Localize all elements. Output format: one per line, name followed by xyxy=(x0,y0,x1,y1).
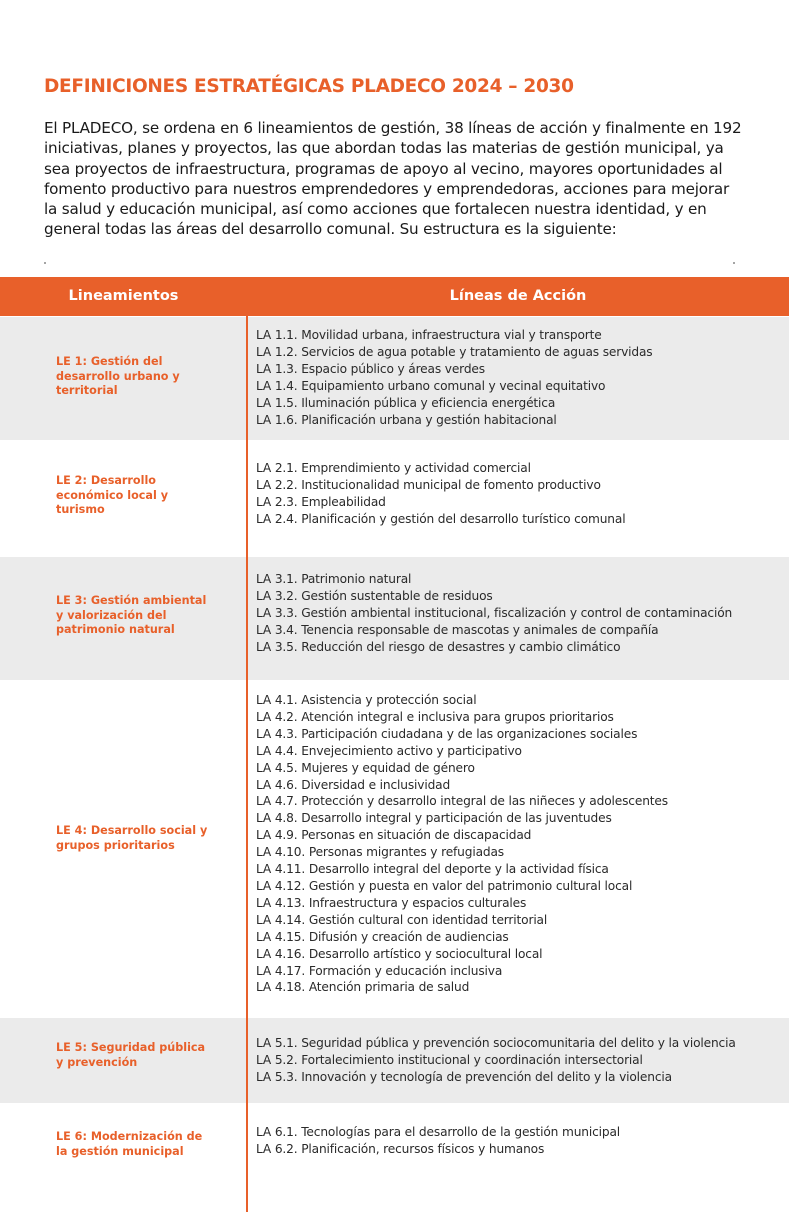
table-row-le4 xyxy=(0,680,789,1018)
list-item: LA 3.4. Tenencia responsable de mascotas y animales de compañía xyxy=(256,622,659,637)
list-item: LA 4.11. Desarrollo integral del deporte y la actividad física xyxy=(256,862,609,877)
table-row-le3 xyxy=(0,557,789,680)
list-item: LA 4.12. Gestión y puesta en valor del patrimonio cultural local xyxy=(256,878,633,893)
table-row-le6 xyxy=(0,1103,789,1212)
divider-dot-right xyxy=(733,262,735,264)
lineas-list xyxy=(256,1124,620,1158)
divider-dot-left xyxy=(44,262,46,264)
table-row-le5 xyxy=(0,1018,789,1103)
list-item: LA 4.3. Participación ciudadana y de las organizaciones sociales xyxy=(256,726,638,741)
list-item: LA 4.4. Envejecimiento activo y participativo xyxy=(256,743,522,758)
page-title: DEFINICIONES ESTRATÉGICAS PLADECO 2024 – 2030 xyxy=(44,76,574,97)
list-item: LA 4.16. Desarrollo artístico y sociocultural local xyxy=(256,946,543,961)
list-item: LA 5.3. Innovación y tecnología de prevención del delito y la violencia xyxy=(256,1069,672,1084)
list-item: LA 1.2. Servicios de agua potable y tratamiento de aguas servidas xyxy=(256,344,653,359)
list-item: LA 1.1. Movilidad urbana, infraestructura vial y transporte xyxy=(256,328,602,342)
list-item: LA 4.8. Desarrollo integral y participación de las juventudes xyxy=(256,811,612,826)
list-item: LA 1.5. Iluminación pública y eficiencia energética xyxy=(256,395,556,410)
lineamiento-label: LE 5: Seguridad pública y prevención xyxy=(56,1041,206,1069)
intro-paragraph: El PLADECO, se ordena en 6 lineamientos de gestión, 38 líneas de acción y finalmente en 192 iniciativas, planes y proyectos, las que abordan todas las materias de gestión municipal, ya sea proyectos de infraestructura, programas de apoyo al vecino, mayores oportunidades al fomento productivo para nuestros emprendedores y emprendedoras, acciones para mejorar la salud y educación municipal, así como acciones que fortalecen nuestra identidad, y en general todas las áreas del desarrollo comunal. Su estructura es la siguiente: xyxy=(44,119,742,239)
list-item: LA 6.2. Planificación, recursos físicos y humanos xyxy=(256,1141,545,1156)
header-lineas-de-accion: Líneas de Acción xyxy=(449,288,587,304)
list-item: LA 2.4. Planificación y gestión del desarrollo turístico comunal xyxy=(256,511,626,526)
list-item: LA 4.18. Atención primaria de salud xyxy=(256,980,470,995)
list-item: LA 2.2. Institucionalidad municipal de fomento productivo xyxy=(256,477,601,492)
list-item: LA 4.13. Infraestructura y espacios culturales xyxy=(256,895,527,910)
table-row-le1 xyxy=(0,317,789,440)
list-item: LA 5.1. Seguridad pública y prevención sociocomunitaria del delito y la violencia xyxy=(256,1036,736,1050)
list-item: LA 4.9. Personas en situación de discapacidad xyxy=(256,828,532,843)
lineas-list xyxy=(256,327,653,428)
lineas-list xyxy=(256,692,668,996)
list-item: LA 3.5. Reducción del riesgo de desastres y cambio climático xyxy=(256,639,621,654)
list-item: LA 4.7. Protección y desarrollo integral de las niñeces y adolescentes xyxy=(256,794,668,809)
table-row-le2 xyxy=(0,440,789,557)
list-item: LA 4.17. Formación y educación inclusiva xyxy=(256,963,503,978)
list-item: LA 1.3. Espacio público y áreas verdes xyxy=(256,361,485,376)
list-item: LA 4.1. Asistencia y protección social xyxy=(256,693,477,707)
lineamiento-label: LE 2: Desarrollo económico local y turismo xyxy=(56,474,168,516)
lineamiento-label: LE 1: Gestión del desarrollo urbano y territorial xyxy=(56,355,180,397)
list-item: LA 5.2. Fortalecimiento institucional y coordinación intersectorial xyxy=(256,1052,643,1067)
lineas-list xyxy=(256,571,732,656)
list-item: LA 6.1. Tecnologías para el desarrollo de la gestión municipal xyxy=(256,1125,621,1139)
list-item: LA 4.2. Atención integral e inclusiva para grupos prioritarios xyxy=(256,709,614,724)
header-lineamientos: Lineamientos xyxy=(68,288,179,304)
lineas-list xyxy=(256,1035,736,1086)
lineamiento-label: LE 4: Desarrollo social y grupos prioritarios xyxy=(56,824,208,852)
list-item: LA 2.3. Empleabilidad xyxy=(256,494,386,509)
list-item: LA 4.14. Gestión cultural con identidad territorial xyxy=(256,912,548,927)
list-item: LA 4.5. Mujeres y equidad de género xyxy=(256,760,475,775)
list-item: LA 3.1. Patrimonio natural xyxy=(256,572,412,586)
list-item: LA 4.6. Diversidad e inclusividad xyxy=(256,777,451,792)
list-item: LA 4.15. Difusión y creación de audiencias xyxy=(256,929,509,944)
column-divider xyxy=(246,277,248,1212)
list-item: LA 4.10. Personas migrantes y refugiadas xyxy=(256,845,504,860)
list-item: LA 2.1. Emprendimiento y actividad comercial xyxy=(256,461,531,475)
list-item: LA 3.2. Gestión sustentable de residuos xyxy=(256,588,493,603)
lineas-list xyxy=(256,460,625,528)
lineamiento-label: LE 6: Modernización de la gestión municipal xyxy=(56,1130,203,1158)
list-item: LA 3.3. Gestión ambiental institucional, fiscalización y control de contaminación xyxy=(256,605,733,620)
table-header xyxy=(0,277,789,316)
lineamiento-label: LE 3: Gestión ambiental y valorización del patrimonio natural xyxy=(56,594,207,636)
list-item: LA 1.6. Planificación urbana y gestión habitacional xyxy=(256,412,557,427)
list-item: LA 1.4. Equipamiento urbano comunal y vecinal equitativo xyxy=(256,378,606,393)
